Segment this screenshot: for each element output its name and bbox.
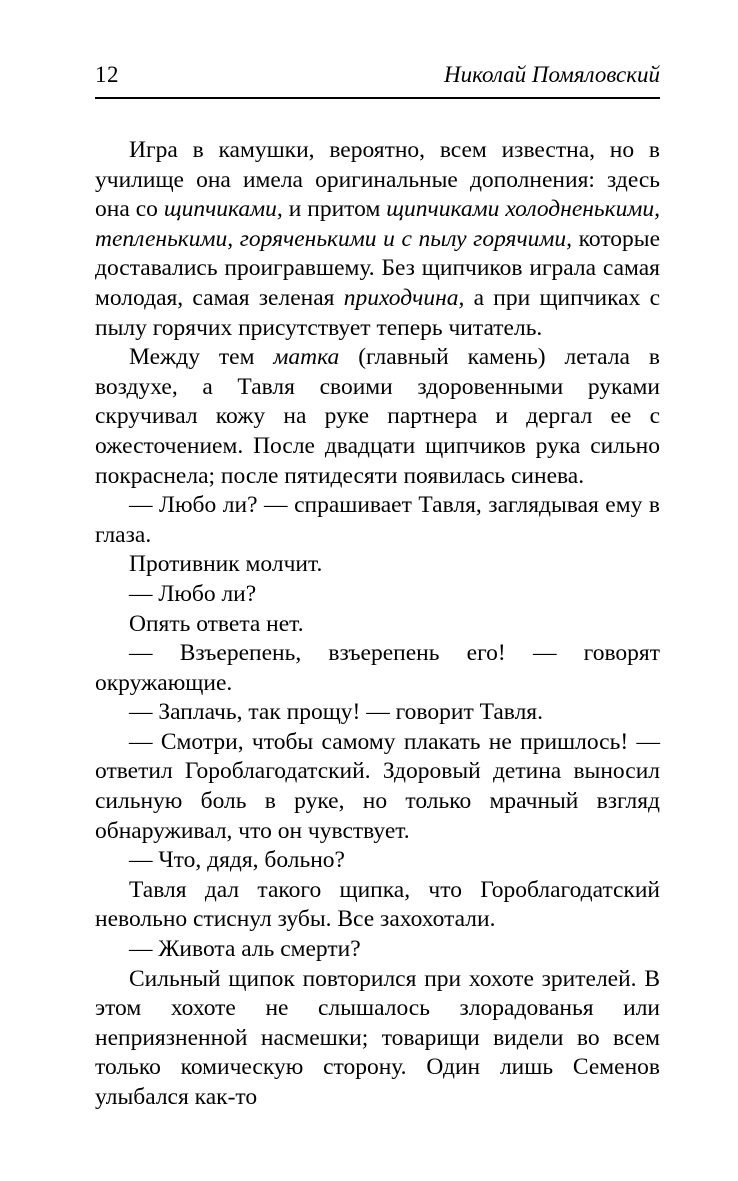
text-segment: — Живота аль смерти? bbox=[129, 936, 361, 963]
text-segment: Тавля дал такого щипка, что Гороблагодатский невольно стиснул зубы. Все захохотали. bbox=[95, 876, 660, 933]
paragraph bbox=[95, 491, 660, 550]
text-segment: которые доставались проигравшему. Без щипчиков играла самая молодая, самая зеленая bbox=[95, 225, 661, 311]
text-segment: Опять ответа нет. bbox=[129, 610, 304, 637]
italic-text-segment: щипчиками холодненькими, тепленькими, горяченькими и с пылу горячими, bbox=[95, 196, 660, 252]
paragraph bbox=[95, 136, 660, 343]
paragraph bbox=[95, 639, 660, 698]
text-segment: — Что, дядя, больно? bbox=[129, 847, 345, 874]
italic-text-segment: щипчиками, bbox=[163, 196, 283, 223]
text-segment: и притом bbox=[282, 196, 387, 223]
paragraph bbox=[95, 935, 660, 965]
page-body bbox=[95, 136, 660, 1113]
text-segment: а при щипчиках с пылу горячих присутствует теперь читатель. bbox=[95, 284, 660, 341]
text-segment: Противник молчит. bbox=[129, 551, 323, 578]
paragraph bbox=[95, 580, 660, 610]
text-segment: — Любо ли? bbox=[129, 580, 257, 607]
paragraph bbox=[95, 876, 660, 935]
header-rule bbox=[95, 97, 660, 99]
paragraph bbox=[95, 610, 660, 640]
text-segment: — Смотри, чтобы самому плакать не пришлось! — ответил Гороблагодатский. Здоровый детина выносил сильную боль в руке, но только мрачный взгляд обнаруживал, что он чувствует. bbox=[95, 728, 660, 844]
paragraph bbox=[95, 728, 660, 846]
paragraph bbox=[95, 343, 660, 491]
page-number: 12 bbox=[95, 62, 119, 87]
text-segment: — Любо ли? — спрашивает Тавля, заглядывая ему в глаза. bbox=[95, 492, 660, 548]
paragraph bbox=[95, 698, 660, 728]
paragraph bbox=[95, 846, 660, 876]
text-segment: — Взъерепень, взъерепень его! — говорят окружающие. bbox=[95, 640, 660, 696]
text-segment: (главный камень) летала в воздухе, а Тавля своими здоровенными руками скручивал кожу на руке партнера и дергал ее с ожесточением. После двадцати щипчиков рука сильно покраснела; после пятидесяти появилась синева. bbox=[95, 344, 661, 489]
page-header bbox=[95, 62, 660, 88]
italic-text-segment: приходчина, bbox=[343, 284, 465, 311]
text-segment: Игра в камушки, вероятно, всем известна, но в училище она имела оригинальные дополнения: здесь она со bbox=[95, 137, 660, 223]
running-head-author: Николай Помяловский bbox=[443, 62, 660, 87]
text-segment: Сильный щипок повторился при хохоте зрителей. В этом хохоте не слышалось злорадованья или неприязненной насмешки; товарищи видели во всем только комическую сторону. Один лишь Семенов улыбался как-то bbox=[95, 965, 660, 1110]
text-segment: — Заплачь, так прощу! — говорит Тавля. bbox=[129, 699, 543, 726]
italic-text-segment: матка bbox=[273, 344, 340, 371]
paragraph bbox=[95, 965, 660, 1113]
text-segment: Между тем bbox=[129, 344, 274, 371]
paragraph bbox=[95, 550, 660, 580]
